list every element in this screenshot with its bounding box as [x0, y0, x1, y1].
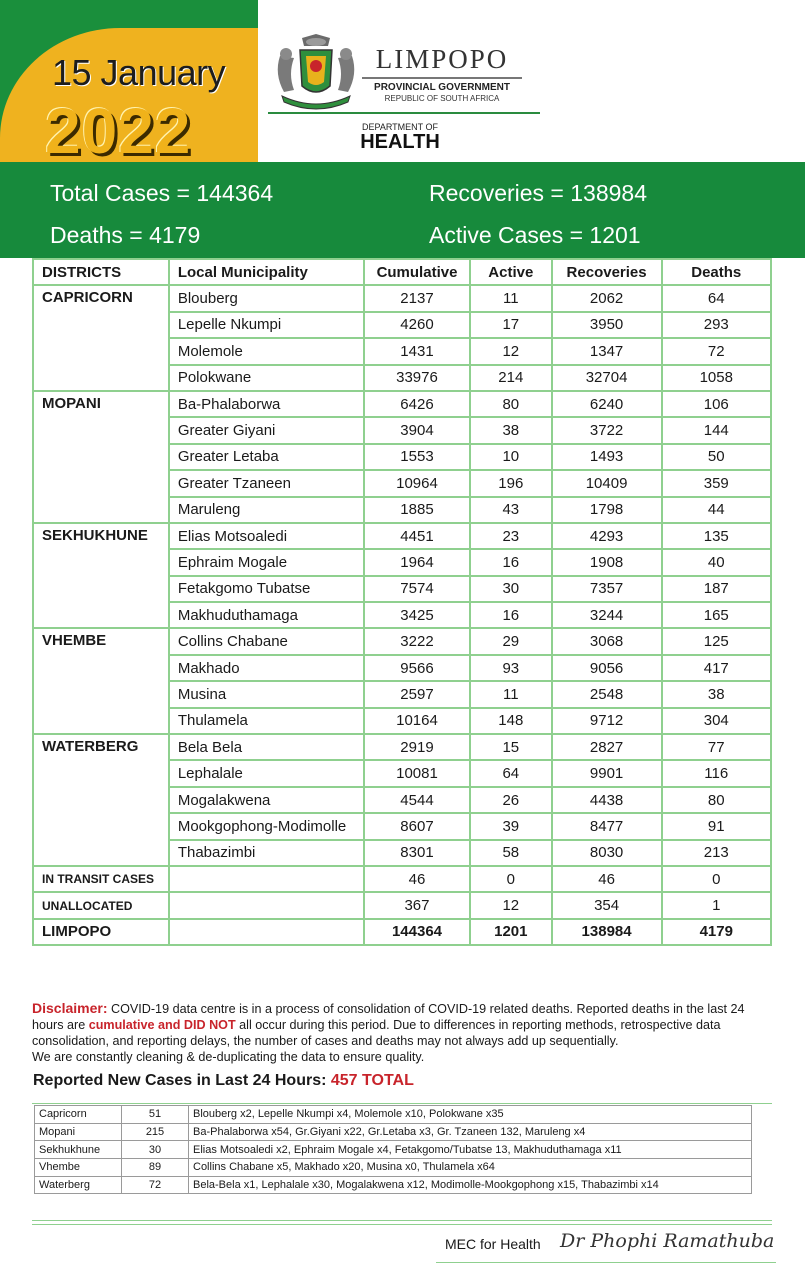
recoveries-cell: 1493	[552, 444, 662, 470]
table-row	[33, 628, 771, 654]
recoveries-cell: 9712	[552, 708, 662, 734]
municipality-cell: Lephalale	[169, 760, 364, 786]
deaths-cell: 135	[662, 523, 772, 549]
cumulative-cell: 2137	[364, 285, 470, 311]
deaths-stat: Deaths = 4179	[50, 222, 201, 248]
deaths-cell: 64	[662, 285, 772, 311]
table-header-row	[33, 259, 771, 285]
coat-of-arms-icon	[272, 34, 360, 110]
table-row	[33, 523, 771, 549]
deaths-cell: 1	[662, 892, 772, 918]
disclaimer-quality-note: We are constantly cleaning & de-duplicating the data to ensure quality.	[32, 1050, 425, 1064]
recoveries-cell: 32704	[552, 365, 662, 391]
active-cell: 11	[470, 285, 552, 311]
recoveries-cell: 6240	[552, 391, 662, 417]
cumulative-cell: 2597	[364, 681, 470, 707]
recoveries-cell: 3722	[552, 417, 662, 443]
recoveries-cell: 1798	[552, 497, 662, 523]
signature: Dr Phophi Ramathuba	[560, 1230, 775, 1252]
table-row	[33, 866, 771, 892]
new-cases-district: Sekhukhune	[35, 1141, 122, 1159]
new-cases-row	[35, 1176, 752, 1194]
table-row	[33, 734, 771, 760]
active-cell: 16	[470, 602, 552, 628]
header-divider	[268, 112, 540, 114]
recoveries-cell: 3950	[552, 312, 662, 338]
org-subtitle: PROVINCIAL GOVERNMENT	[374, 82, 510, 93]
deaths-cell: 304	[662, 708, 772, 734]
header-deaths: Deaths	[662, 259, 772, 285]
header-municipality: Local Municipality	[169, 259, 364, 285]
table-row	[33, 892, 771, 918]
deaths-cell: 80	[662, 787, 772, 813]
cumulative-cell: 10964	[364, 470, 470, 496]
empty-cell	[169, 866, 364, 892]
recoveries-cell: 2062	[552, 285, 662, 311]
recoveries-cell: 1347	[552, 338, 662, 364]
cumulative-cell: 8301	[364, 840, 470, 866]
recoveries-cell: 10409	[552, 470, 662, 496]
deaths-cell: 72	[662, 338, 772, 364]
district-name: VHEMBE	[33, 628, 169, 734]
cumulative-cell: 3425	[364, 602, 470, 628]
recoveries-cell: 354	[552, 892, 662, 918]
disclaimer-label: Disclaimer:	[32, 1000, 108, 1016]
department-of: DEPARTMENT OF	[361, 122, 438, 132]
empty-cell	[169, 919, 364, 945]
table-row	[33, 285, 771, 311]
recoveries-cell: 7357	[552, 576, 662, 602]
municipality-cell: Musina	[169, 681, 364, 707]
cumulative-cell: 7574	[364, 576, 470, 602]
recoveries-cell: 4293	[552, 523, 662, 549]
department-name: HEALTH	[360, 131, 440, 153]
footer-rule	[436, 1262, 776, 1263]
deaths-cell: 91	[662, 813, 772, 839]
total-recoveries: 138984	[552, 919, 662, 945]
disclaimer-text-2: all occur during this period. Due to differences in reporting methods, retrospective data consolidation, and reporting delays, the number of cases and deaths may not always add up sequentially.	[32, 1018, 721, 1048]
new-cases-total: 457 TOTAL	[330, 1072, 414, 1089]
new-cases-count: 51	[122, 1106, 189, 1124]
disclaimer-text-1: COVID-19 data centre is in a process of consolidation of COVID-19 related deaths. Reported deaths in the last 24 hours are	[32, 1002, 745, 1032]
disclaimer	[32, 1000, 772, 1065]
municipality-cell: Molemole	[169, 338, 364, 364]
org-title: LIMPOPO	[362, 44, 522, 79]
new-cases-top-rule	[32, 1103, 772, 1104]
deaths-cell: 213	[662, 840, 772, 866]
recoveries-cell: 8030	[552, 840, 662, 866]
deaths-cell: 125	[662, 628, 772, 654]
municipality-cell: Blouberg	[169, 285, 364, 311]
date-year: 2022	[45, 95, 192, 162]
deaths-cell: 1058	[662, 365, 772, 391]
new-cases-count: 215	[122, 1123, 189, 1141]
active-cell: 26	[470, 787, 552, 813]
active-cell: 58	[470, 840, 552, 866]
recoveries-cell: 4438	[552, 787, 662, 813]
header-recoveries: Recoveries	[552, 259, 662, 285]
deaths-cell: 38	[662, 681, 772, 707]
active-cell: 64	[470, 760, 552, 786]
municipality-cell: Thulamela	[169, 708, 364, 734]
department-label	[340, 122, 460, 154]
active-cell: 43	[470, 497, 552, 523]
cumulative-cell: 1964	[364, 549, 470, 575]
header-cumulative: Cumulative	[364, 259, 470, 285]
summary-banner	[0, 162, 805, 258]
active-cell: 93	[470, 655, 552, 681]
municipality-cell: Lepelle Nkumpi	[169, 312, 364, 338]
new-cases-breakdown: Elias Motsoaledi x2, Ephraim Mogale x4, Fetakgomo/Tubatse 13, Makhuduthamaga x11	[189, 1141, 752, 1159]
new-cases-count: 72	[122, 1176, 189, 1194]
active-cell: 10	[470, 444, 552, 470]
recoveries-cell: 2827	[552, 734, 662, 760]
cumulative-cell: 1431	[364, 338, 470, 364]
municipality-cell: Greater Letaba	[169, 444, 364, 470]
active-cases-stat: Active Cases = 1201	[429, 222, 641, 248]
table-body	[33, 285, 771, 945]
active-cell: 39	[470, 813, 552, 839]
municipality-cell: Mogalakwena	[169, 787, 364, 813]
new-cases-breakdown: Bela-Bela x1, Lephalale x30, Mogalakwena x12, Modimolle-Mookgophong x15, Thabazimbi x14	[189, 1176, 752, 1194]
cumulative-cell: 8607	[364, 813, 470, 839]
deaths-cell: 187	[662, 576, 772, 602]
new-cases-count: 89	[122, 1159, 189, 1177]
deaths-cell: 116	[662, 760, 772, 786]
deaths-cell: 0	[662, 866, 772, 892]
header	[0, 0, 805, 258]
new-cases-row	[35, 1106, 752, 1124]
recoveries-cell: 3244	[552, 602, 662, 628]
active-cell: 11	[470, 681, 552, 707]
organisation-name	[362, 44, 522, 103]
municipality-cell: Ba-Phalaborwa	[169, 391, 364, 417]
municipality-cell: Greater Giyani	[169, 417, 364, 443]
new-cases-label: Reported New Cases in Last 24 Hours:	[33, 1072, 327, 1089]
mec-label: MEC for Health	[445, 1236, 541, 1252]
header-active: Active	[470, 259, 552, 285]
category-label: IN TRANSIT CASES	[33, 866, 169, 892]
new-cases-row	[35, 1141, 752, 1159]
cumulative-cell: 33976	[364, 365, 470, 391]
municipality-cell: Makhuduthamaga	[169, 602, 364, 628]
date-badge	[0, 0, 258, 162]
cumulative-cell: 9566	[364, 655, 470, 681]
recoveries-cell: 8477	[552, 813, 662, 839]
deaths-cell: 50	[662, 444, 772, 470]
cumulative-cell: 6426	[364, 391, 470, 417]
new-cases-breakdown: Ba-Phalaborwa x54, Gr.Giyani x22, Gr.Letaba x3, Gr. Tzaneen 132, Maruleng x4	[189, 1123, 752, 1141]
active-cell: 12	[470, 338, 552, 364]
new-cases-row	[35, 1159, 752, 1177]
municipality-cell: Makhado	[169, 655, 364, 681]
municipality-cell: Bela Bela	[169, 734, 364, 760]
cumulative-cell: 1885	[364, 497, 470, 523]
active-cell: 15	[470, 734, 552, 760]
cumulative-cell: 4451	[364, 523, 470, 549]
new-cases-district: Vhembe	[35, 1159, 122, 1177]
total-active: 1201	[470, 919, 552, 945]
total-row	[33, 919, 771, 945]
deaths-cell: 44	[662, 497, 772, 523]
new-cases-breakdown: Collins Chabane x5, Makhado x20, Musina x0, Thulamela x64	[189, 1159, 752, 1177]
cumulative-cell: 3904	[364, 417, 470, 443]
disclaimer-highlight: cumulative and DID NOT	[88, 1018, 236, 1032]
recoveries-stat: Recoveries = 138984	[429, 180, 648, 206]
cumulative-cell: 1553	[364, 444, 470, 470]
municipality-cell: Thabazimbi	[169, 840, 364, 866]
active-cell: 148	[470, 708, 552, 734]
total-label: LIMPOPO	[33, 919, 169, 945]
new-cases-heading	[33, 1072, 414, 1090]
active-cell: 16	[470, 549, 552, 575]
active-cell: 0	[470, 866, 552, 892]
cumulative-cell: 4260	[364, 312, 470, 338]
cumulative-cell: 367	[364, 892, 470, 918]
active-cell: 196	[470, 470, 552, 496]
recoveries-cell: 3068	[552, 628, 662, 654]
active-cell: 17	[470, 312, 552, 338]
recoveries-cell: 9056	[552, 655, 662, 681]
new-cases-table	[34, 1105, 752, 1194]
total-cumulative: 144364	[364, 919, 470, 945]
municipality-cell: Elias Motsoaledi	[169, 523, 364, 549]
active-cell: 23	[470, 523, 552, 549]
municipality-cell: Greater Tzaneen	[169, 470, 364, 496]
district-name: SEKHUKHUNE	[33, 523, 169, 629]
municipality-cell: Polokwane	[169, 365, 364, 391]
active-cell: 38	[470, 417, 552, 443]
municipality-cell: Fetakgomo Tubatse	[169, 576, 364, 602]
district-table	[32, 258, 772, 946]
active-cell: 214	[470, 365, 552, 391]
table-row	[33, 391, 771, 417]
recoveries-cell: 2548	[552, 681, 662, 707]
municipality-cell: Mookgophong-Modimolle	[169, 813, 364, 839]
cumulative-cell: 2919	[364, 734, 470, 760]
deaths-cell: 165	[662, 602, 772, 628]
recoveries-cell: 46	[552, 866, 662, 892]
total-cases-stat: Total Cases = 144364	[50, 180, 274, 206]
category-label: UNALLOCATED	[33, 892, 169, 918]
new-cases-count: 30	[122, 1141, 189, 1159]
cumulative-cell: 4544	[364, 787, 470, 813]
new-cases-bottom-rule	[32, 1220, 772, 1221]
new-cases-district: Waterberg	[35, 1176, 122, 1194]
district-name: WATERBERG	[33, 734, 169, 866]
new-cases-bottom-rule-2	[32, 1224, 772, 1225]
municipality-cell: Collins Chabane	[169, 628, 364, 654]
recoveries-cell: 9901	[552, 760, 662, 786]
deaths-cell: 293	[662, 312, 772, 338]
active-cell: 30	[470, 576, 552, 602]
date-day: 15 January	[52, 52, 226, 93]
recoveries-cell: 1908	[552, 549, 662, 575]
empty-cell	[169, 892, 364, 918]
deaths-cell: 417	[662, 655, 772, 681]
deaths-cell: 40	[662, 549, 772, 575]
cumulative-cell: 10081	[364, 760, 470, 786]
cumulative-cell: 46	[364, 866, 470, 892]
total-deaths: 4179	[662, 919, 772, 945]
new-cases-district: Capricorn	[35, 1106, 122, 1124]
deaths-cell: 106	[662, 391, 772, 417]
deaths-cell: 77	[662, 734, 772, 760]
municipality-cell: Maruleng	[169, 497, 364, 523]
cumulative-cell: 3222	[364, 628, 470, 654]
active-cell: 12	[470, 892, 552, 918]
new-cases-row	[35, 1123, 752, 1141]
new-cases-breakdown: Blouberg x2, Lepelle Nkumpi x4, Molemole x10, Polokwane x35	[189, 1106, 752, 1124]
deaths-cell: 144	[662, 417, 772, 443]
cumulative-cell: 10164	[364, 708, 470, 734]
municipality-cell: Ephraim Mogale	[169, 549, 364, 575]
new-cases-district: Mopani	[35, 1123, 122, 1141]
district-name: CAPRICORN	[33, 285, 169, 391]
active-cell: 29	[470, 628, 552, 654]
active-cell: 80	[470, 391, 552, 417]
org-country: REPUBLIC OF SOUTH AFRICA	[384, 94, 500, 103]
district-name: MOPANI	[33, 391, 169, 523]
deaths-cell: 359	[662, 470, 772, 496]
header-districts: DISTRICTS	[33, 259, 169, 285]
